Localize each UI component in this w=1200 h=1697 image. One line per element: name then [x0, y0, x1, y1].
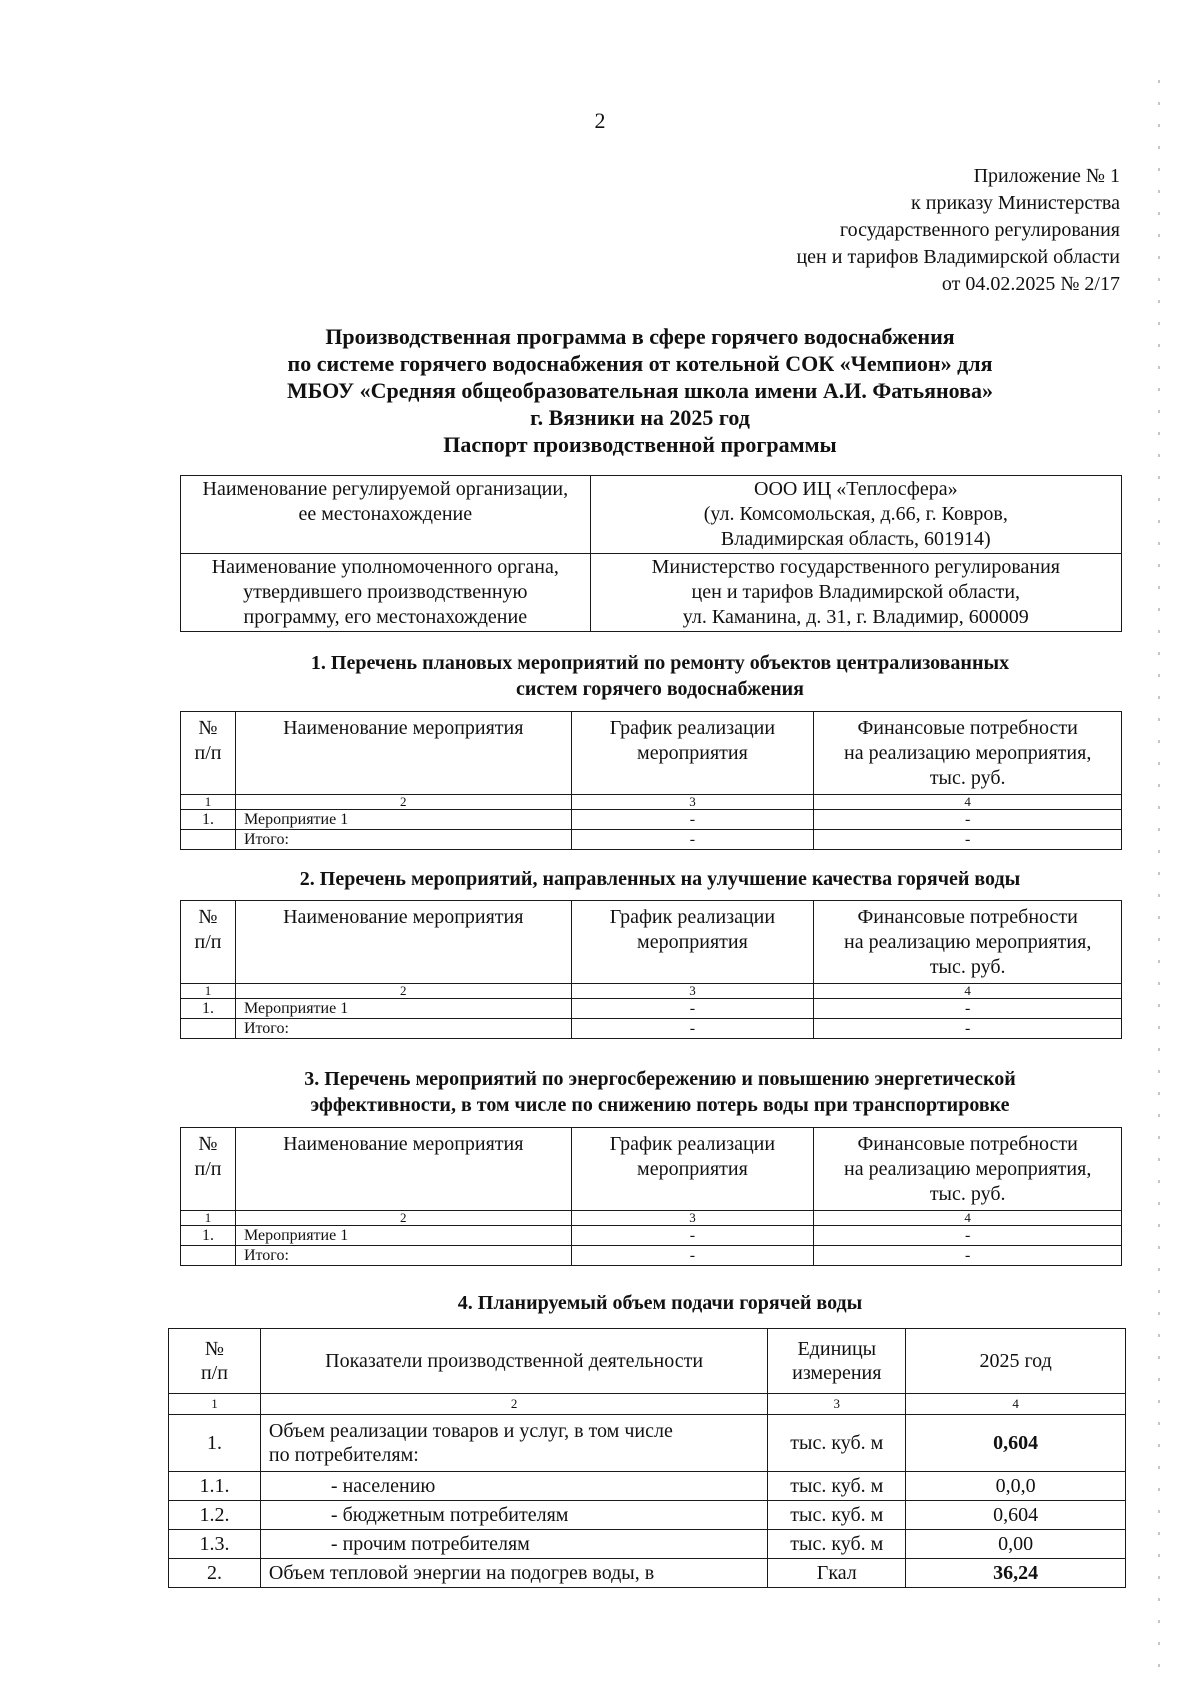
row-num: 1. — [181, 1226, 236, 1246]
col-number: 3 — [571, 795, 814, 810]
appendix-line: к приказу Министерства — [911, 192, 1120, 214]
col-number: 3 — [768, 1394, 906, 1415]
cell-line: ООО ИЦ «Теплосфера» — [754, 478, 958, 500]
header-finance: Финансовые потребности на реализацию мероприятия, тыс. руб. — [814, 712, 1122, 795]
page-number: 2 — [594, 108, 606, 133]
section-title-3 — [180, 1066, 1140, 1118]
table-header-row — [181, 712, 1122, 795]
col-number: 4 — [814, 1211, 1122, 1226]
col-number: 1 — [169, 1394, 261, 1415]
title-line: Производственная программа в сфере горячего водоснабжения — [325, 324, 955, 349]
section-title-2 — [180, 866, 1140, 892]
row-num: 1.3. — [169, 1530, 261, 1559]
section-title-4 — [180, 1290, 1140, 1316]
row-schedule: - — [571, 1019, 814, 1039]
row-name: Итого: — [235, 830, 571, 850]
header-finance: Финансовые потребности на реализацию мероприятия, тыс. руб. — [814, 1128, 1122, 1211]
section-title-line: 2. Перечень мероприятий, направленных на улучшение качества горячей воды — [299, 868, 1021, 890]
table-row — [181, 810, 1122, 830]
title-line: г. Вязники на 2025 год — [530, 405, 750, 430]
cell-line: программу, его местонахождение — [243, 606, 528, 628]
row-num: 1.2. — [169, 1501, 261, 1530]
header-name: Наименование мероприятия — [235, 712, 571, 795]
section-title-1 — [180, 650, 1140, 702]
passport-label — [181, 554, 591, 632]
table-header-row — [181, 901, 1122, 984]
row-num — [181, 1246, 236, 1266]
row-finance: - — [814, 1246, 1122, 1266]
table-row — [169, 1530, 1126, 1559]
col-number: 2 — [235, 795, 571, 810]
appendix-line: от 04.02.2025 № 2/17 — [941, 273, 1120, 295]
col-number: 3 — [571, 984, 814, 999]
table-header-row — [181, 1128, 1122, 1211]
section-title-line: 1. Перечень плановых мероприятий по ремонту объектов централизованных — [310, 652, 1010, 674]
cell-line: ее местонахождение — [298, 503, 473, 525]
table-row — [169, 1415, 1126, 1472]
row-unit: тыс. куб. м — [768, 1501, 906, 1530]
table-row — [169, 1501, 1126, 1530]
row-unit: тыс. куб. м — [768, 1530, 906, 1559]
row-schedule: - — [571, 830, 814, 850]
row-schedule: - — [571, 999, 814, 1019]
appendix-header — [700, 163, 1120, 298]
cell-line: Министерство государственного регулирования — [651, 556, 1060, 578]
cell-line: Наименование уполномоченного органа, — [211, 556, 559, 578]
row-num: 1. — [181, 810, 236, 830]
row-finance: - — [814, 999, 1122, 1019]
column-number-row — [181, 1211, 1122, 1226]
appendix-line: цен и тарифов Владимирской области — [796, 246, 1120, 268]
col-number: 2 — [260, 1394, 767, 1415]
passport-value — [590, 476, 1121, 554]
row-num: 1. — [169, 1415, 261, 1472]
header-name: Наименование мероприятия — [235, 901, 571, 984]
section-title-line: эффективности, в том числе по снижению потерь воды при транспортировке — [310, 1094, 1010, 1116]
cell-line: цен и тарифов Владимирской области, — [691, 581, 1021, 603]
row-num — [181, 830, 236, 850]
header-unit: Единицы измерения — [768, 1329, 906, 1394]
row-finance: - — [814, 830, 1122, 850]
col-number: 2 — [235, 1211, 571, 1226]
row-schedule: - — [571, 1246, 814, 1266]
col-number: 3 — [571, 1211, 814, 1226]
appendix-line: государственного регулирования — [839, 219, 1120, 241]
section-title-line: систем горячего водоснабжения — [516, 678, 804, 700]
table-header-row — [169, 1329, 1126, 1394]
row-name: Мероприятие 1 — [235, 999, 571, 1019]
measures-table-2 — [180, 900, 1122, 1039]
col-number: 1 — [181, 984, 236, 999]
row-unit: тыс. куб. м — [768, 1415, 906, 1472]
title-line: Паспорт производственной программы — [443, 432, 837, 457]
row-unit: тыс. куб. м — [768, 1472, 906, 1501]
document-title — [180, 323, 1100, 458]
header-indicator: Показатели производственной деятельности — [260, 1329, 767, 1394]
row-indicator: Объем реализации товаров и услуг, в том числе по потребителям: — [260, 1415, 767, 1472]
column-number-row — [181, 795, 1122, 810]
row-name: Мероприятие 1 — [235, 810, 571, 830]
header-num: № п/п — [181, 712, 236, 795]
row-value: 0,604 — [906, 1415, 1126, 1472]
measures-table-3 — [180, 1127, 1122, 1266]
col-number: 1 — [181, 1211, 236, 1226]
passport-value — [590, 554, 1121, 632]
col-number: 4 — [906, 1394, 1126, 1415]
cell-line: утвердившего производственную — [243, 581, 528, 603]
row-schedule: - — [571, 810, 814, 830]
row-unit: Гкал — [768, 1559, 906, 1588]
row-num: 1. — [181, 999, 236, 1019]
row-indicator: - бюджетным потребителям — [260, 1501, 767, 1530]
row-indicator: - населению — [260, 1472, 767, 1501]
scan-edge-artifact — [1158, 80, 1160, 1680]
row-finance: - — [814, 1019, 1122, 1039]
row-name: Итого: — [235, 1019, 571, 1039]
row-num — [181, 1019, 236, 1039]
appendix-line: Приложение № 1 — [973, 165, 1120, 187]
passport-row — [181, 554, 1122, 632]
header-num: № п/п — [169, 1329, 261, 1394]
row-name: Итого: — [235, 1246, 571, 1266]
title-line: МБОУ «Средняя общеобразовательная школа имени А.И. Фатьянова» — [286, 378, 994, 403]
passport-row — [181, 476, 1122, 554]
section-title-line: 4. Планируемый объем подачи горячей воды — [457, 1292, 863, 1314]
cell-line: Владимирская область, 601914) — [720, 528, 991, 550]
cell-line: ул. Каманина, д. 31, г. Владимир, 600009 — [682, 606, 1029, 628]
row-value: 0,00 — [906, 1530, 1126, 1559]
cell-line: Наименование регулируемой организации, — [202, 478, 569, 500]
row-value: 0,0,0 — [906, 1472, 1126, 1501]
col-number: 4 — [814, 984, 1122, 999]
table-row-total — [181, 1019, 1122, 1039]
row-finance: - — [814, 1226, 1122, 1246]
passport-table — [180, 475, 1122, 632]
cell-line: (ул. Комсомольская, д.66, г. Ковров, — [703, 503, 1008, 525]
table-row-total — [181, 1246, 1122, 1266]
table-row-total — [181, 830, 1122, 850]
column-number-row — [181, 984, 1122, 999]
passport-label — [181, 476, 591, 554]
row-value: 36,24 — [906, 1559, 1126, 1588]
col-number: 2 — [235, 984, 571, 999]
table-row — [169, 1472, 1126, 1501]
row-num: 2. — [169, 1559, 261, 1588]
table-row — [169, 1559, 1126, 1588]
header-num: № п/п — [181, 1128, 236, 1211]
table-row — [181, 999, 1122, 1019]
row-finance: - — [814, 810, 1122, 830]
col-number: 4 — [814, 795, 1122, 810]
row-name: Мероприятие 1 — [235, 1226, 571, 1246]
header-num: № п/п — [181, 901, 236, 984]
section-title-line: 3. Перечень мероприятий по энергосбережению и повышению энергетической — [304, 1068, 1016, 1090]
title-line: по системе горячего водоснабжения от котельной СОК «Чемпион» для — [287, 351, 993, 376]
header-finance: Финансовые потребности на реализацию мероприятия, тыс. руб. — [814, 901, 1122, 984]
row-indicator: Объем тепловой энергии на подогрев воды, в — [260, 1559, 767, 1588]
header-schedule: График реализации мероприятия — [571, 1128, 814, 1211]
header-schedule: График реализации мероприятия — [571, 901, 814, 984]
volume-table — [168, 1328, 1126, 1588]
header-name: Наименование мероприятия — [235, 1128, 571, 1211]
measures-table-1 — [180, 711, 1122, 850]
row-schedule: - — [571, 1226, 814, 1246]
row-num: 1.1. — [169, 1472, 261, 1501]
row-value: 0,604 — [906, 1501, 1126, 1530]
table-row — [181, 1226, 1122, 1246]
row-indicator: - прочим потребителям — [260, 1530, 767, 1559]
column-number-row — [169, 1394, 1126, 1415]
header-year: 2025 год — [906, 1329, 1126, 1394]
header-schedule: График реализации мероприятия — [571, 712, 814, 795]
col-number: 1 — [181, 795, 236, 810]
